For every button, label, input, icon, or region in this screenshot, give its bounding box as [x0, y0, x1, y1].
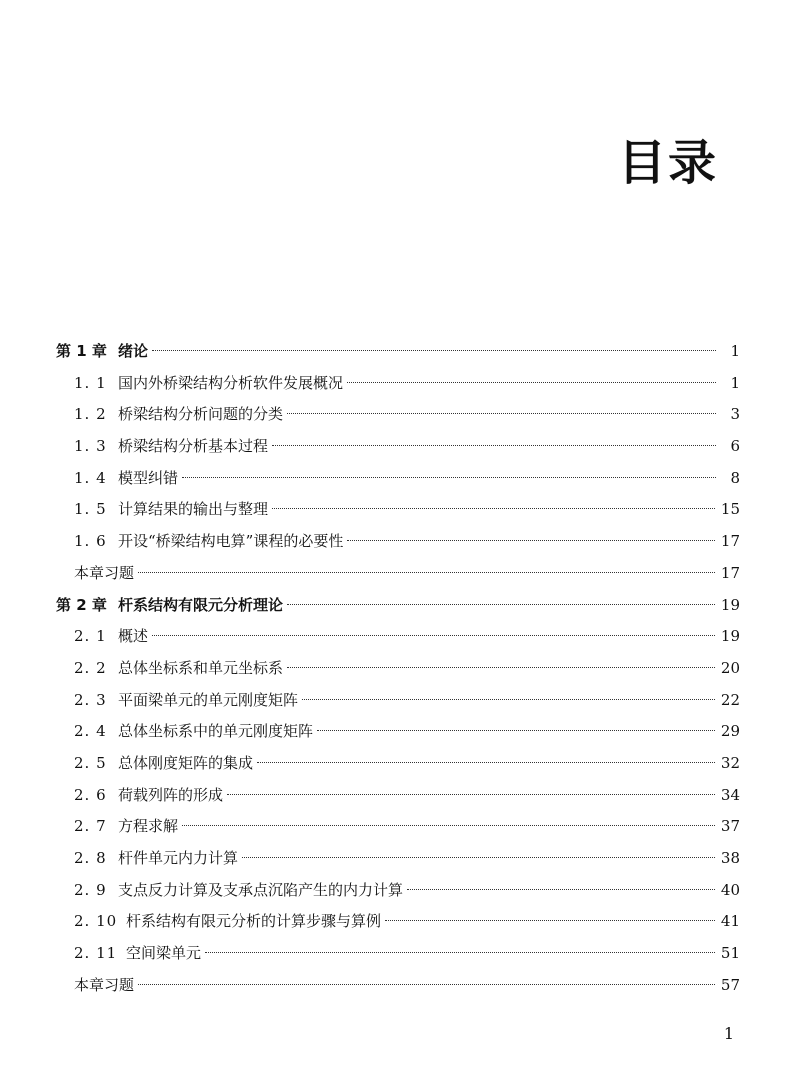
toc-entry-page: 6	[730, 437, 740, 456]
toc-entry-page: 29	[720, 722, 740, 741]
toc-entry-title: 平面梁单元的单元刚度矩阵	[118, 690, 299, 709]
dot-leader	[138, 572, 715, 573]
toc-entry-page: 3	[730, 405, 740, 424]
toc-section-entry[interactable]	[56, 653, 740, 685]
toc-entry-number: 1. 5	[74, 500, 107, 519]
toc-entry-title: 总体刚度矩阵的集成	[118, 753, 254, 772]
toc-entry-page: 57	[720, 975, 740, 994]
toc-entry-page: 1	[730, 342, 740, 360]
toc-entry-page: 32	[720, 753, 740, 772]
toc-entry-title: 概述	[118, 627, 149, 646]
toc-entry-page: 20	[720, 658, 740, 677]
dot-leader	[347, 540, 715, 541]
toc-entry-page: 19	[720, 595, 740, 614]
toc-entry-title: 绪论	[118, 342, 149, 360]
toc-entry-title: 杆件单元内力计算	[118, 849, 239, 867]
toc-entry-page: 38	[720, 849, 740, 867]
toc-entry-title: 国内外桥梁结构分析软件发展概况	[118, 373, 344, 392]
toc-entry-title: 总体坐标系中的单元刚度矩阵	[118, 722, 314, 741]
table-of-contents	[56, 336, 740, 1001]
toc-section-entry[interactable]	[56, 621, 740, 653]
dot-leader	[317, 730, 715, 731]
toc-entry-title: 杆系结构有限元分析理论	[118, 595, 284, 614]
toc-entry-page: 15	[720, 500, 740, 519]
toc-entry-number: 2. 8	[74, 849, 107, 867]
toc-entry-number: 第 2 章	[56, 595, 107, 614]
toc-entry-page: 40	[720, 880, 740, 899]
toc-entry-page: 37	[720, 817, 740, 836]
toc-entry-number: 第 1 章	[56, 342, 107, 360]
toc-entry-page: 17	[720, 532, 740, 551]
toc-entry-title: 本章习题	[74, 975, 135, 994]
toc-entry-title: 桥梁结构分析基本过程	[118, 437, 269, 456]
dot-leader	[152, 635, 715, 636]
page-title: 目录	[617, 135, 718, 191]
toc-entry-number: 1. 1	[74, 373, 107, 392]
toc-section-entry[interactable]	[56, 526, 740, 558]
toc-section-entry[interactable]	[56, 875, 740, 907]
toc-entry-title: 总体坐标系和单元坐标系	[118, 658, 284, 677]
page-number: 1	[723, 1024, 734, 1043]
toc-entry-number: 2. 6	[74, 785, 107, 804]
toc-exercise-entry[interactable]	[56, 970, 740, 1002]
dot-leader	[152, 350, 716, 351]
toc-entry-title: 模型纠错	[118, 468, 179, 487]
toc-chapter-entry[interactable]	[56, 336, 740, 368]
toc-entry-number: 2. 11	[74, 944, 118, 963]
toc-entry-number: 2. 4	[74, 722, 107, 741]
toc-entry-number: 2. 3	[74, 690, 107, 709]
toc-entry-page: 22	[720, 690, 740, 709]
toc-entry-number: 1. 4	[74, 468, 107, 487]
toc-entry-number: 1. 3	[74, 437, 107, 456]
dot-leader	[182, 477, 716, 478]
toc-section-entry[interactable]	[56, 780, 740, 812]
toc-entry-title: 空间梁单元	[126, 944, 202, 963]
dot-leader	[287, 413, 716, 414]
dot-leader	[302, 699, 715, 700]
toc-entry-page: 1	[730, 373, 740, 392]
toc-entry-number: 2. 1	[74, 627, 107, 646]
toc-section-entry[interactable]	[56, 399, 740, 431]
toc-section-entry[interactable]	[56, 463, 740, 495]
toc-entry-number: 2. 9	[74, 880, 107, 899]
toc-entry-number: 2. 10	[74, 912, 118, 931]
toc-entry-title: 荷载列阵的形成	[118, 785, 224, 804]
dot-leader	[272, 445, 716, 446]
toc-section-entry[interactable]	[56, 906, 740, 938]
toc-entry-page: 19	[720, 627, 740, 646]
toc-section-entry[interactable]	[56, 685, 740, 717]
dot-leader	[227, 794, 715, 795]
dot-leader	[257, 762, 715, 763]
toc-entry-page: 8	[730, 468, 740, 487]
toc-entry-title: 本章习题	[74, 563, 135, 582]
toc-section-entry[interactable]	[56, 716, 740, 748]
dot-leader	[272, 508, 715, 509]
toc-section-entry[interactable]	[56, 368, 740, 400]
dot-leader	[242, 857, 715, 858]
dot-leader	[287, 667, 715, 668]
toc-section-entry[interactable]	[56, 431, 740, 463]
toc-entry-title: 杆系结构有限元分析的计算步骤与算例	[126, 912, 382, 931]
dot-leader	[347, 382, 716, 383]
toc-section-entry[interactable]	[56, 938, 740, 970]
dot-leader	[138, 984, 715, 985]
toc-entry-page: 41	[720, 912, 740, 931]
toc-entry-page: 17	[720, 563, 740, 582]
toc-entry-title: 桥梁结构分析问题的分类	[118, 405, 284, 424]
toc-entry-title: 支点反力计算及支承点沉陷产生的内力计算	[118, 880, 404, 899]
toc-entry-number: 1. 2	[74, 405, 107, 424]
toc-entry-number: 2. 5	[74, 753, 107, 772]
toc-entry-title: 开设“桥梁结构电算”课程的必要性	[118, 532, 344, 551]
dot-leader	[287, 604, 715, 605]
dot-leader	[385, 920, 715, 921]
toc-entry-page: 51	[720, 944, 740, 963]
toc-entry-number: 1. 6	[74, 532, 107, 551]
toc-exercise-entry[interactable]	[56, 558, 740, 590]
dot-leader	[205, 952, 715, 953]
toc-entry-title: 计算结果的输出与整理	[118, 500, 269, 519]
toc-section-entry[interactable]	[56, 843, 740, 875]
toc-chapter-entry[interactable]	[56, 590, 740, 622]
toc-entry-page: 34	[720, 785, 740, 804]
toc-entry-title: 方程求解	[118, 817, 179, 836]
toc-entry-number: 2. 2	[74, 658, 107, 677]
toc-section-entry[interactable]	[56, 811, 740, 843]
toc-entry-number: 2. 7	[74, 817, 107, 836]
dot-leader	[182, 825, 715, 826]
toc-section-entry[interactable]	[56, 494, 740, 526]
dot-leader	[407, 889, 715, 890]
toc-section-entry[interactable]	[56, 748, 740, 780]
